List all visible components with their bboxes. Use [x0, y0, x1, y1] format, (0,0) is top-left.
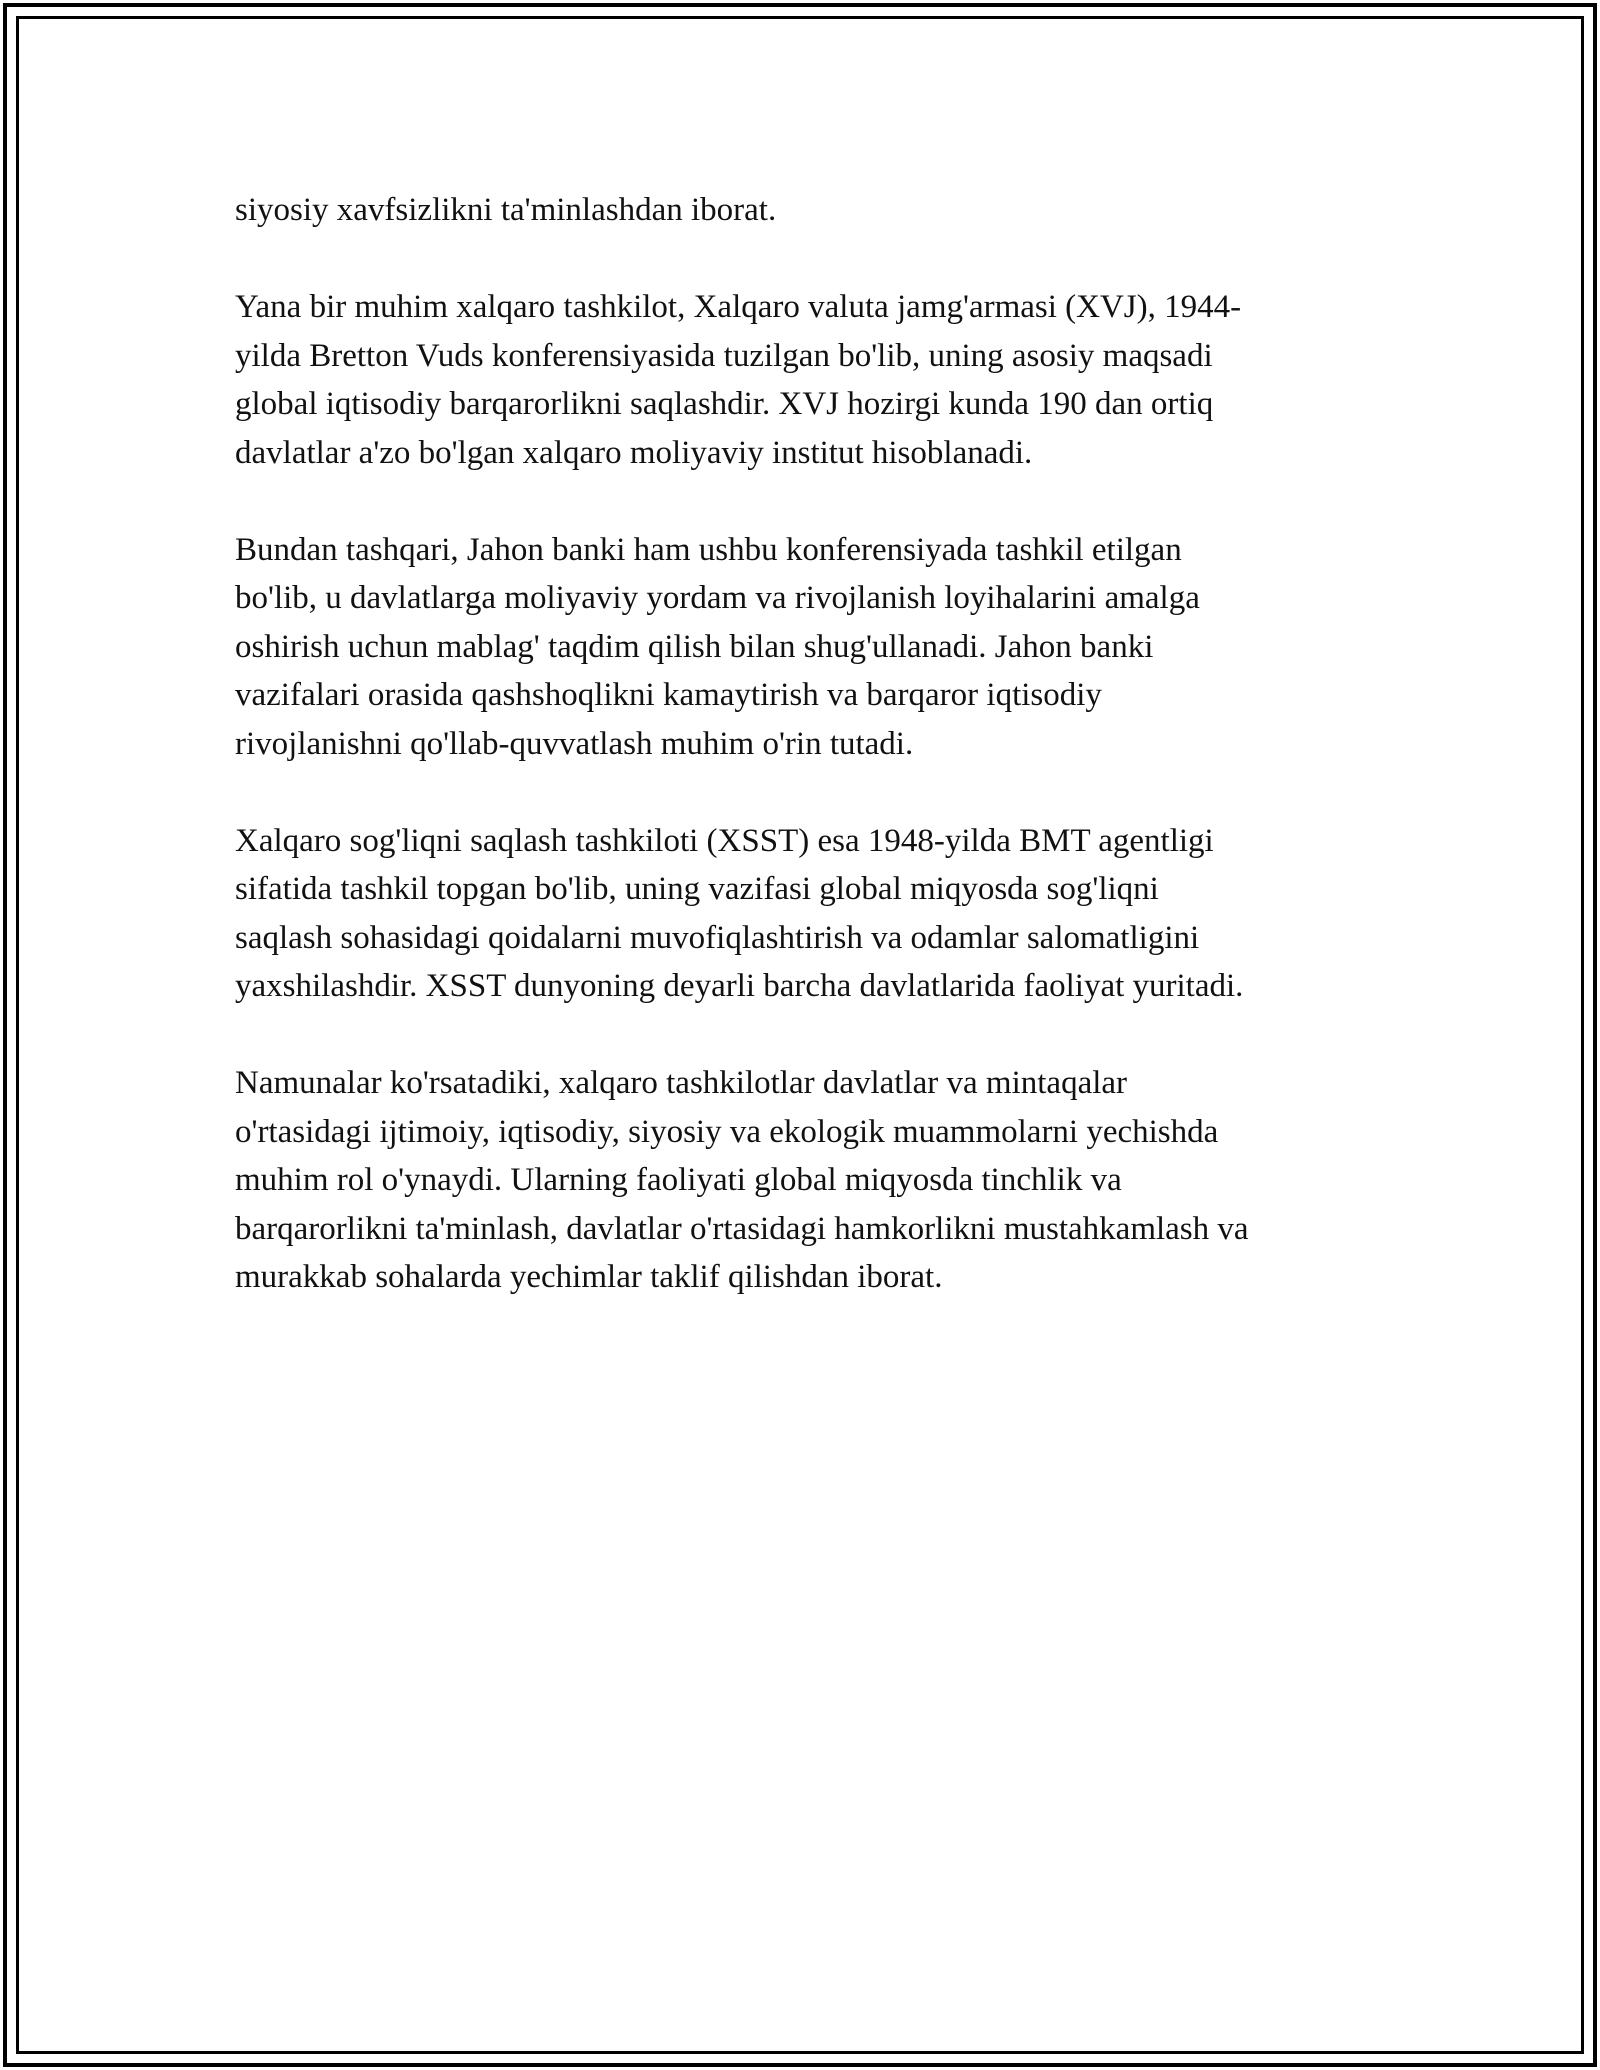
text-line: davlatlar a'zo bo'lgan xalqaro moliyaviy institut hisoblanadi. — [235, 434, 1033, 471]
text-line: Namunalar ko'rsatadiki, xalqaro tashkilotlar davlatlar va mintaqalar — [235, 1065, 1128, 1101]
paragraph-1 — [235, 186, 1385, 235]
paragraph-4 — [235, 817, 1385, 1011]
paragraph-2 — [235, 283, 1385, 477]
text-line: barqarorlikni ta'minlash, davlatlar o'rtasidagi hamkorlikni mustahkamlash va — [235, 1210, 1249, 1247]
paragraph-3 — [235, 526, 1385, 769]
text-line: bo'lib, u davlatlarga moliyaviy yordam va rivojlanish loyihalarini amalga — [235, 580, 1200, 616]
text-line: vazifalari orasida qashshoqlikni kamaytirish va barqaror iqtisodiy — [235, 677, 1102, 713]
text-line: Xalqaro sog'liqni saqlash tashkiloti (XSST) esa 1948-yilda BMT agentligi — [235, 822, 1214, 859]
paragraph-5 — [235, 1059, 1385, 1302]
text-line: murakkab sohalarda yechimlar taklif qilishdan iborat. — [235, 1259, 943, 1295]
text-line: o'rtasidagi ijtimoiy, iqtisodiy, siyosiy va ekologik muammolarni yechishda — [235, 1113, 1219, 1150]
text-line: Bundan tashqari, Jahon banki ham ushbu konferensiyada tashkil etilgan — [235, 531, 1182, 568]
text-line: global iqtisodiy barqarorlikni saqlashdir. XVJ hozirgi kunda 190 dan ortiq — [235, 386, 1214, 422]
text-line: yilda Bretton Vuds konferensiyasida tuzilgan bo'lib, uning asosiy maqsadi — [235, 337, 1213, 374]
text-line: sifatida tashkil topgan bo'lib, uning vazifasi global miqyosda sog'liqni — [235, 871, 1159, 907]
document-body — [235, 186, 1385, 1350]
text-line: Yana bir muhim xalqaro tashkilot, Xalqaro valuta jamg'armasi (XVJ), 1944- — [235, 289, 1242, 325]
text-line: siyosiy xavfsizlikni ta'minlashdan iborat. — [235, 192, 777, 228]
text-line: yaxshilashdir. XSST dunyoning deyarli barcha davlatlarida faoliyat yuritadi. — [235, 968, 1244, 1004]
text-line: muhim rol o'ynaydi. Ularning faoliyati global miqyosda tinchlik va — [235, 1162, 1122, 1198]
text-line: saqlash sohasidagi qoidalarni muvofiqlashtirish va odamlar salomatligini — [235, 919, 1200, 956]
text-line: oshirish uchun mablag' taqdim qilish bilan shug'ullanadi. Jahon banki — [235, 628, 1154, 665]
text-line: rivojlanishni qo'llab-quvvatlash muhim o'rin tutadi. — [235, 725, 914, 762]
